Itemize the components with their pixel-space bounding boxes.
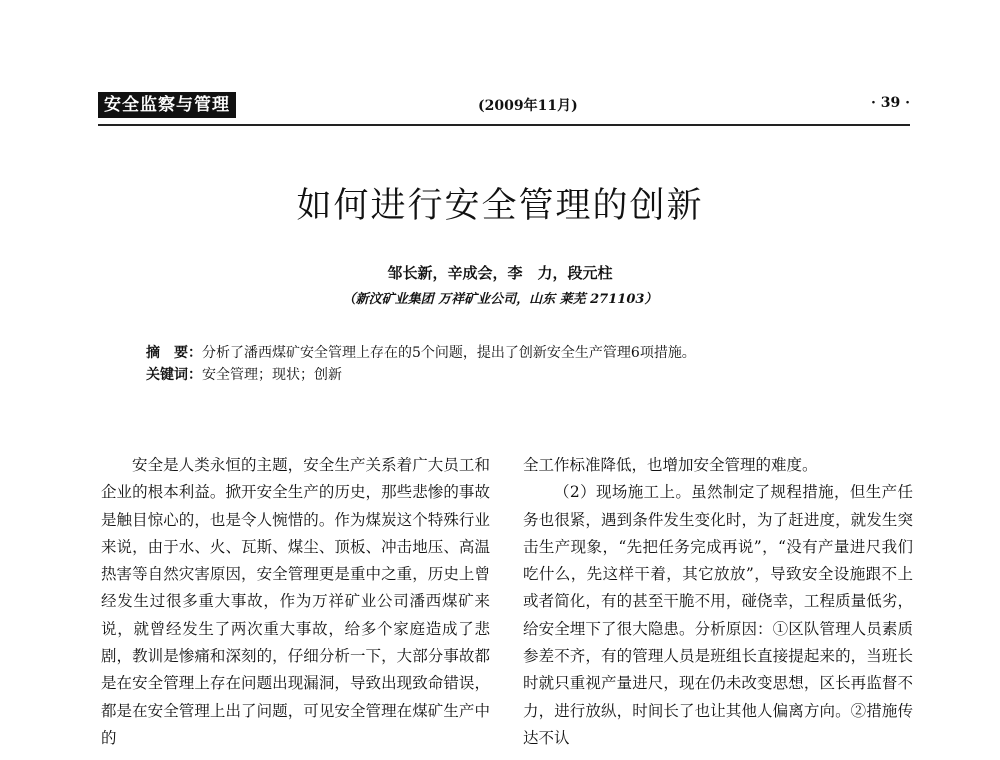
abstract-block [146, 342, 886, 386]
section-tag: 安全监察与管理 [98, 92, 236, 118]
body-paragraph: 安全是人类永恒的主题，安全生产关系着广大员工和企业的根本利益。掀开安全生产的历史，那些悲惨的事故是触目惊心的，也是令人惋惜的。作为煤炭这个特殊行业来说，由于水、火、瓦斯、煤尘、顶板、冲击地压、高温热害等自然灾害原因，安全管理更是重中之重，历史上曾经发生过很多重大事故，作为万祥矿业公司潘西煤矿来说，就曾经发生了两次重大事故，给多个家庭造成了悲剧，教训是惨痛和深刻的，仔细分析一下，大部分事故都是在安全管理上存在问题出现漏洞，导致出现致命错误，都是在安全管理上出了问题，可见安全管理在煤矿生产中的 [101, 456, 490, 747]
abstract-text: 分析了潘西煤矿安全管理上存在的5个问题，提出了创新安全生产管理6项措施。 [202, 345, 696, 361]
running-header [98, 92, 910, 122]
abstract-line [146, 342, 886, 364]
issue-date: (2009年11月) [478, 98, 578, 114]
keywords-label: 关键词： [146, 367, 202, 383]
header-rule [98, 124, 910, 126]
body-column-right [523, 452, 913, 752]
body-column-left [101, 452, 490, 752]
abstract-label: 摘 要： [146, 345, 202, 361]
page-number: · 39 · [871, 95, 910, 111]
body-paragraph: 全工作标准降低，也增加安全管理的难度。 [523, 456, 818, 474]
keywords-line [146, 364, 886, 386]
authors: 邹长新，辛成会，李 力，段元柱 [387, 264, 613, 282]
body-paragraph: （2）现场施工上。虽然制定了规程措施，但生产任务也很紧，遇到条件发生变化时，为了赶进度，就发生突击生产现象，“先把任务完成再说”，“没有产量进尺我们吃什么，先这样干着，其它放放”，导致安全设施跟不上或者简化，有的甚至干脆不用，碰侥幸，工程质量低劣，给安全埋下了很大隐患。分析原因：①区队管理人员素质参差不齐，有的管理人员是班组长直接提起来的，当班长时就只重视产量进尺，现在仍未改变思想，区长再监督不力，进行放纵，时间长了也让其他人偏离方向。②措施传达不认 [523, 483, 913, 747]
article-title: 如何进行安全管理的创新 [296, 186, 704, 226]
affiliation: （新汶矿业集团 万祥矿业公司，山东 莱芜 271103） [342, 292, 658, 307]
keywords-text: 安全管理；现状；创新 [202, 367, 342, 383]
